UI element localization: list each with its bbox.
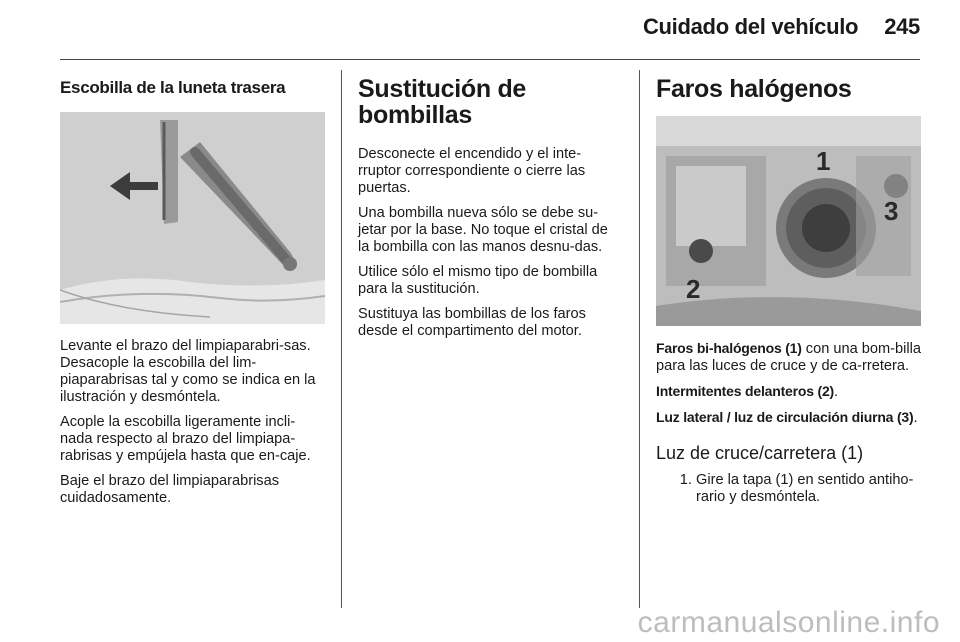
column-divider (341, 70, 342, 608)
page-header (643, 14, 920, 40)
header-title: Cuidado del vehículo (642, 14, 859, 39)
item-1 (656, 340, 921, 375)
item-2-label: Intermitentes delanteros (2) (656, 383, 834, 399)
item-2 (656, 383, 921, 401)
section-title: Faros halógenos (656, 75, 852, 103)
watermark: carmanualsonline.info (637, 606, 940, 639)
section-heading: Escobilla de la luneta trasera (60, 78, 286, 97)
fig-label-3: 3 (884, 196, 899, 226)
paragraph: Desconecte el encendido y el inte-rruptor correspondiente o cierre las puertas. (358, 146, 586, 196)
fig-label-1: 1 (816, 146, 831, 176)
paragraph: Utilice sólo el mismo tipo de bombilla para la sustitución. (358, 264, 598, 297)
steps-list (656, 472, 921, 506)
column-halogen-headlights (656, 70, 921, 506)
subsection-heading: Luz de cruce/carretera (1) (656, 443, 864, 463)
item-2-text: . (834, 384, 839, 400)
column-rear-wiper (60, 70, 325, 515)
page-number: 245 (884, 14, 920, 39)
paragraph: Sustituya las bombillas de los faros desde el compartimento del motor. (358, 306, 586, 339)
item-3-text: . (913, 410, 918, 426)
paragraph: Baje el brazo del limpiaparabrisas cuidadosamente. (60, 473, 280, 506)
paragraph: Acople la escobilla ligeramente incli-nada respecto al brazo del limpiapa-rabrisas y empújela hasta que en-caje. (60, 414, 311, 464)
paragraph: Levante el brazo del limpiaparabri-sas. Desacople la escobilla del lim-piaparabrisas tal y como se indica en la ilustración y desmóntela. (60, 338, 316, 405)
item-1-label: Faros bi-halógenos (1) (656, 340, 802, 356)
item-3 (656, 409, 921, 427)
column-bulb-replacement (358, 70, 623, 348)
item-1-text: con una bom-billa para las luces de cruce y de ca-rretera. (656, 341, 921, 374)
headlight-illustration (656, 116, 921, 326)
header-rule (60, 59, 920, 60)
item-3-label: Luz lateral / luz de circulación diurna (3) (656, 409, 914, 425)
section-title: Sustitución de bombillas (358, 75, 527, 129)
column-divider (639, 70, 640, 608)
step-item: 1. Gire la tapa (1) en sentido antiho-rario y desmóntela. (696, 472, 921, 506)
paragraph: Una bombilla nueva sólo se debe su-jetar por la base. No toque el cristal de la bombilla con las manos desnu-das. (358, 205, 608, 255)
rear-wiper-illustration (60, 112, 325, 324)
fig-label-2: 2 (686, 274, 701, 304)
